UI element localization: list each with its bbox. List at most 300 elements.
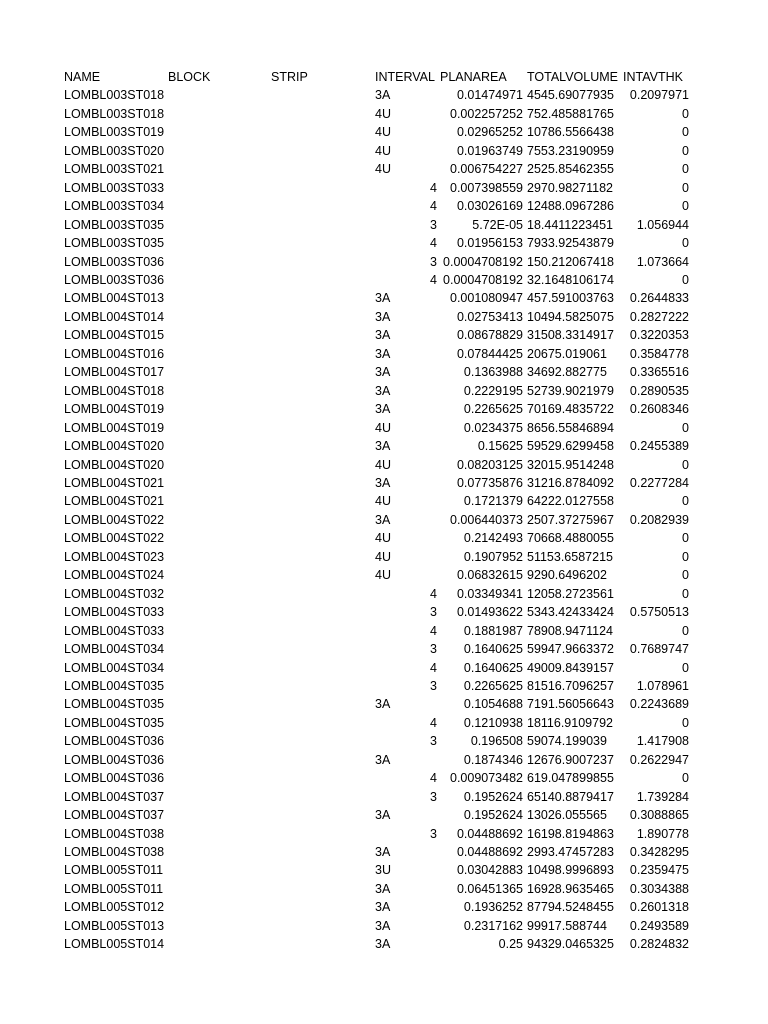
cell-intavthk: 0.3220353: [629, 328, 689, 343]
cell-interval: 3: [430, 734, 437, 749]
cell-intavthk: 0.2601318: [629, 900, 689, 915]
cell-planarea: 0.06832615: [456, 568, 523, 583]
cell-name: LOMBL003ST020: [64, 143, 165, 158]
cell-interval: 4U: [375, 125, 391, 140]
cell-block: [168, 437, 271, 455]
cell-totalvolume: 12058.2723561: [527, 586, 614, 601]
cell-block: [168, 197, 271, 215]
cell-planarea: 0.009073482: [450, 771, 523, 786]
cell-interval: 3: [430, 254, 437, 269]
cell-planarea: 0.06451365: [456, 881, 523, 896]
cell-interval: 3A: [375, 309, 391, 324]
cell-totalvolume: 2525.85462355: [527, 162, 614, 177]
cell-strip: [271, 105, 375, 123]
cell-totalvolume: 12676.9007237: [527, 752, 614, 767]
table-row: [64, 659, 689, 677]
cell-interval: 3: [430, 217, 437, 232]
cell-name: LOMBL004ST035: [64, 715, 165, 730]
cell-planarea: 0.2142493: [463, 531, 523, 546]
cell-name: LOMBL004ST020: [64, 439, 165, 454]
cell-intavthk: 0: [682, 586, 689, 601]
cell-name: LOMBL004ST017: [64, 365, 165, 380]
table-row: [64, 622, 689, 640]
cell-planarea: 0.1721379: [463, 494, 523, 509]
cell-strip: [271, 142, 375, 160]
cell-block: [168, 659, 271, 677]
cell-block: [168, 529, 271, 547]
cell-totalvolume: 13026.055565: [527, 808, 607, 823]
cell-name: LOMBL003ST018: [64, 106, 165, 121]
cell-name: LOMBL005ST013: [64, 918, 165, 933]
header-planarea: PLANAREA: [440, 70, 507, 84]
table-row: [64, 492, 689, 510]
cell-intavthk: 0: [682, 180, 689, 195]
cell-name: LOMBL004ST024: [64, 568, 165, 583]
cell-planarea: 0.04488692: [456, 826, 523, 841]
cell-name: LOMBL004ST015: [64, 328, 165, 343]
cell-name: LOMBL004ST037: [64, 808, 165, 823]
cell-interval: 3A: [375, 918, 391, 933]
cell-name: LOMBL003ST036: [64, 254, 165, 269]
cell-totalvolume: 7191.56056643: [527, 697, 614, 712]
cell-name: LOMBL004ST038: [64, 845, 165, 860]
cell-block: [168, 363, 271, 381]
cell-planarea: 0.08678829: [456, 328, 523, 343]
cell-strip: [271, 363, 375, 381]
cell-intavthk: 0: [682, 162, 689, 177]
cell-interval: 4: [430, 715, 437, 730]
header-name: NAME: [64, 70, 101, 84]
table-row: [64, 363, 689, 381]
table-row: [64, 585, 689, 603]
cell-name: LOMBL004ST033: [64, 623, 165, 638]
cell-interval: 3A: [375, 808, 391, 823]
cell-name: LOMBL004ST013: [64, 291, 165, 306]
cell-block: [168, 382, 271, 400]
cell-block: [168, 566, 271, 584]
cell-strip: [271, 511, 375, 529]
cell-totalvolume: 10494.5825075: [527, 309, 614, 324]
table-row: [64, 289, 689, 307]
cell-name: LOMBL004ST035: [64, 697, 165, 712]
cell-interval: 3A: [375, 365, 391, 380]
cell-block: [168, 917, 271, 935]
cell-interval: 3A: [375, 383, 391, 398]
cell-interval: 3: [430, 605, 437, 620]
cell-interval: 3: [430, 789, 437, 804]
table-row: [64, 160, 689, 178]
cell-interval: 4: [430, 236, 437, 251]
table-row: [64, 861, 689, 879]
cell-block: [168, 326, 271, 344]
cell-strip: [271, 216, 375, 234]
cell-name: LOMBL003ST036: [64, 272, 165, 287]
cell-name: LOMBL004ST036: [64, 771, 165, 786]
cell-strip: [271, 843, 375, 861]
cell-interval: 3A: [375, 900, 391, 915]
cell-intavthk: 1.056944: [636, 217, 689, 232]
cell-interval: 4U: [375, 549, 391, 564]
cell-strip: [271, 197, 375, 215]
cell-strip: [271, 677, 375, 695]
cell-block: [168, 271, 271, 289]
cell-totalvolume: 94329.0465325: [527, 937, 614, 952]
cell-intavthk: 1.890778: [636, 826, 689, 841]
cell-intavthk: 0.2644833: [629, 291, 689, 306]
table-row: [64, 437, 689, 455]
cell-totalvolume: 51153.6587215: [527, 549, 613, 564]
cell-name: LOMBL003ST019: [64, 125, 165, 140]
header-intavthk: INTAVTHK: [623, 70, 683, 84]
cell-totalvolume: 52739.9021979: [527, 383, 614, 398]
cell-intavthk: 0: [682, 420, 689, 435]
cell-planarea: 0.006754227: [450, 162, 523, 177]
cell-block: [168, 345, 271, 363]
cell-interval: 3U: [375, 863, 391, 878]
header-row: [64, 68, 689, 86]
cell-totalvolume: 150.212067418: [527, 254, 614, 269]
cell-strip: [271, 714, 375, 732]
cell-planarea: 0.1874346: [463, 752, 523, 767]
cell-name: LOMBL003ST035: [64, 217, 165, 232]
cell-intavthk: 0: [682, 531, 689, 546]
cell-interval: 3: [430, 826, 437, 841]
table-row: [64, 86, 689, 104]
cell-interval: 3A: [375, 697, 391, 712]
cell-intavthk: 1.417908: [636, 734, 689, 749]
cell-interval: 3A: [375, 845, 391, 860]
table-row: [64, 197, 689, 215]
cell-block: [168, 511, 271, 529]
cell-intavthk: 1.739284: [636, 789, 689, 804]
cell-name: LOMBL004ST016: [64, 346, 165, 361]
cell-intavthk: 0: [682, 125, 689, 140]
cell-planarea: 0.07844425: [456, 346, 523, 361]
cell-strip: [271, 585, 375, 603]
cell-interval: 3A: [375, 512, 391, 527]
cell-strip: [271, 732, 375, 750]
cell-interval: 3A: [375, 752, 391, 767]
table-row: [64, 751, 689, 769]
cell-block: [168, 492, 271, 510]
cell-planarea: 0.03042883: [456, 863, 523, 878]
table-row: [64, 382, 689, 400]
header-totalvolume: TOTALVOLUME: [527, 70, 618, 84]
cell-interval: 4U: [375, 143, 391, 158]
cell-block: [168, 548, 271, 566]
table-row: [64, 216, 689, 234]
cell-planarea: 0.007398559: [450, 180, 523, 195]
cell-intavthk: 0.2277284: [629, 475, 689, 490]
cell-planarea: 0.01474971: [456, 88, 523, 103]
cell-planarea: 0.1907952: [463, 549, 523, 564]
cell-totalvolume: 7553.23190959: [527, 143, 614, 158]
cell-intavthk: 0.2082939: [629, 512, 689, 527]
cell-block: [168, 86, 271, 104]
table-row: [64, 806, 689, 824]
cell-strip: [271, 806, 375, 824]
cell-block: [168, 474, 271, 492]
cell-totalvolume: 5343.42433424: [527, 605, 614, 620]
cell-interval: 4: [430, 771, 437, 786]
cell-strip: [271, 271, 375, 289]
cell-name: LOMBL004ST033: [64, 605, 165, 620]
cell-totalvolume: 8656.55846894: [527, 420, 614, 435]
cell-intavthk: 0.2890535: [629, 383, 689, 398]
cell-totalvolume: 65140.8879417: [527, 789, 614, 804]
cell-block: [168, 898, 271, 916]
cell-name: LOMBL004ST019: [64, 402, 165, 417]
table-row: [64, 548, 689, 566]
cell-planarea: 0.02753413: [456, 309, 523, 324]
table-row: [64, 880, 689, 898]
cell-block: [168, 714, 271, 732]
cell-totalvolume: 752.485881765: [527, 106, 614, 121]
cell-planarea: 0.1936252: [463, 900, 523, 915]
cell-planarea: 0.1881987: [463, 623, 523, 638]
cell-strip: [271, 86, 375, 104]
cell-name: LOMBL004ST020: [64, 457, 165, 472]
cell-strip: [271, 289, 375, 307]
cell-totalvolume: 78908.9471124: [527, 623, 613, 638]
cell-intavthk: 0.2608346: [629, 402, 689, 417]
table-row: [64, 603, 689, 621]
cell-block: [168, 456, 271, 474]
cell-planarea: 0.0004708192: [443, 272, 523, 287]
cell-totalvolume: 10786.5566438: [527, 125, 614, 140]
cell-name: LOMBL003ST018: [64, 88, 165, 103]
cell-intavthk: 0.2824832: [629, 937, 689, 952]
cell-interval: 4U: [375, 420, 391, 435]
cell-interval: 4: [430, 272, 437, 287]
cell-intavthk: 0.2827222: [629, 309, 689, 324]
cell-totalvolume: 32.1648106174: [527, 272, 614, 287]
cell-totalvolume: 4545.69077935: [527, 88, 614, 103]
cell-intavthk: 0.3034388: [629, 881, 689, 896]
cell-planarea: 0.15625: [477, 439, 523, 454]
cell-intavthk: 0: [682, 272, 689, 287]
cell-totalvolume: 59074.199039: [527, 734, 607, 749]
table-row: [64, 105, 689, 123]
cell-planarea: 0.01956153: [456, 236, 523, 251]
cell-interval: 3: [430, 642, 437, 657]
cell-name: LOMBL004ST037: [64, 789, 165, 804]
cell-block: [168, 861, 271, 879]
table-row: [64, 326, 689, 344]
cell-intavthk: 0.3428295: [629, 845, 689, 860]
cell-interval: 4U: [375, 457, 391, 472]
cell-totalvolume: 2507.37275967: [527, 512, 614, 527]
cell-name: LOMBL004ST034: [64, 660, 165, 675]
cell-planarea: 0.006440373: [450, 512, 523, 527]
cell-strip: [271, 474, 375, 492]
cell-planarea: 0.1640625: [463, 660, 523, 675]
cell-interval: 3A: [375, 328, 391, 343]
cell-planarea: 0.0234375: [463, 420, 523, 435]
cell-block: [168, 142, 271, 160]
cell-block: [168, 769, 271, 787]
cell-intavthk: 0.2243689: [629, 697, 689, 712]
cell-intavthk: 0: [682, 199, 689, 214]
cell-block: [168, 825, 271, 843]
cell-planarea: 0.1054688: [463, 697, 523, 712]
cell-name: LOMBL004ST023: [64, 549, 165, 564]
cell-interval: 3A: [375, 881, 391, 896]
cell-strip: [271, 548, 375, 566]
cell-strip: [271, 437, 375, 455]
cell-interval: 3A: [375, 346, 391, 361]
cell-totalvolume: 20675.019061: [527, 346, 607, 361]
table-row: [64, 419, 689, 437]
cell-totalvolume: 457.591003763: [527, 291, 614, 306]
cell-interval: 3A: [375, 439, 391, 454]
cell-planarea: 0.02965252: [456, 125, 523, 140]
cell-intavthk: 0.7689747: [629, 642, 689, 657]
cell-interval: 4: [430, 623, 437, 638]
cell-strip: [271, 603, 375, 621]
table-row: [64, 179, 689, 197]
cell-intavthk: 0.3365516: [629, 365, 689, 380]
cell-intavthk: 0: [682, 623, 689, 638]
cell-name: LOMBL004ST021: [64, 494, 165, 509]
table-row: [64, 529, 689, 547]
cell-interval: 4U: [375, 106, 391, 121]
cell-interval: 3A: [375, 475, 391, 490]
cell-planarea: 0.04488692: [456, 845, 523, 860]
header-interval: INTERVAL: [375, 70, 435, 84]
cell-totalvolume: 619.047899855: [527, 771, 614, 786]
cell-totalvolume: 64222.0127558: [527, 494, 614, 509]
cell-block: [168, 216, 271, 234]
cell-totalvolume: 59529.6299458: [527, 439, 614, 454]
cell-block: [168, 788, 271, 806]
cell-intavthk: 0.2359475: [629, 863, 689, 878]
cell-intavthk: 0: [682, 715, 689, 730]
cell-strip: [271, 179, 375, 197]
cell-name: LOMBL004ST014: [64, 309, 165, 324]
table-row: [64, 234, 689, 252]
cell-intavthk: 0.2455389: [629, 439, 689, 454]
header-block: BLOCK: [168, 70, 211, 84]
cell-strip: [271, 935, 375, 953]
cell-strip: [271, 308, 375, 326]
cell-totalvolume: 2993.47457283: [527, 845, 614, 860]
cell-name: LOMBL004ST022: [64, 531, 165, 546]
cell-planarea: 0.2265625: [463, 402, 523, 417]
table-row: [64, 511, 689, 529]
cell-strip: [271, 861, 375, 879]
cell-planarea: 0.2317162: [463, 918, 523, 933]
cell-interval: 3: [430, 678, 437, 693]
cell-name: LOMBL004ST022: [64, 512, 165, 527]
cell-strip: [271, 898, 375, 916]
table-row: [64, 788, 689, 806]
cell-strip: [271, 640, 375, 658]
cell-planarea: 5.72E-05: [472, 217, 523, 232]
cell-block: [168, 732, 271, 750]
cell-planarea: 0.1363988: [463, 365, 523, 380]
table-row: [64, 253, 689, 271]
cell-planarea: 0.01963749: [456, 143, 523, 158]
cell-strip: [271, 253, 375, 271]
table-row: [64, 142, 689, 160]
cell-intavthk: 0: [682, 457, 689, 472]
cell-name: LOMBL004ST034: [64, 642, 165, 657]
cell-planarea: 0.2229195: [463, 383, 523, 398]
cell-name: LOMBL005ST011: [64, 881, 164, 896]
table-row: [64, 271, 689, 289]
cell-strip: [271, 456, 375, 474]
cell-name: LOMBL003ST034: [64, 199, 165, 214]
cell-name: LOMBL003ST021: [64, 162, 165, 177]
cell-strip: [271, 160, 375, 178]
cell-totalvolume: 18116.9109792: [527, 715, 613, 730]
cell-intavthk: 0: [682, 143, 689, 158]
cell-block: [168, 160, 271, 178]
cell-interval: 4U: [375, 531, 391, 546]
cell-planarea: 0.0004708192: [443, 254, 523, 269]
cell-totalvolume: 34692.882775: [527, 365, 607, 380]
cell-strip: [271, 695, 375, 713]
table-row: [64, 898, 689, 916]
cell-interval: 4: [430, 660, 437, 675]
cell-intavthk: 0: [682, 771, 689, 786]
cell-totalvolume: 16198.8194863: [527, 826, 614, 841]
cell-name: LOMBL004ST019: [64, 420, 165, 435]
cell-block: [168, 289, 271, 307]
cell-interval: 3A: [375, 402, 391, 417]
cell-block: [168, 123, 271, 141]
cell-intavthk: 0: [682, 568, 689, 583]
cell-planarea: 0.2265625: [463, 678, 523, 693]
table-row: [64, 123, 689, 141]
cell-strip: [271, 382, 375, 400]
cell-totalvolume: 2970.98271182: [527, 180, 613, 195]
cell-totalvolume: 70668.4880055: [527, 531, 614, 546]
cell-totalvolume: 32015.9514248: [527, 457, 614, 472]
cell-strip: [271, 769, 375, 787]
cell-totalvolume: 31508.3314917: [527, 328, 614, 343]
cell-strip: [271, 123, 375, 141]
cell-block: [168, 234, 271, 252]
cell-strip: [271, 659, 375, 677]
cell-planarea: 0.1640625: [463, 642, 523, 657]
table-body: [64, 86, 689, 953]
table-row: [64, 825, 689, 843]
cell-strip: [271, 492, 375, 510]
table-row: [64, 474, 689, 492]
cell-intavthk: 0: [682, 660, 689, 675]
cell-totalvolume: 81516.7096257: [527, 678, 614, 693]
cell-interval: 3A: [375, 937, 391, 952]
cell-intavthk: 1.078961: [636, 678, 689, 693]
cell-block: [168, 935, 271, 953]
cell-intavthk: 0.2493589: [629, 918, 689, 933]
table-row: [64, 345, 689, 363]
cell-strip: [271, 345, 375, 363]
cell-name: LOMBL004ST036: [64, 734, 165, 749]
cell-block: [168, 419, 271, 437]
cell-name: LOMBL004ST032: [64, 586, 165, 601]
cell-planarea: 0.1952624: [463, 789, 523, 804]
cell-planarea: 0.03349341: [456, 586, 523, 601]
cell-strip: [271, 622, 375, 640]
cell-totalvolume: 99917.588744: [527, 918, 607, 933]
cell-totalvolume: 49009.8439157: [527, 660, 614, 675]
cell-strip: [271, 788, 375, 806]
cell-name: LOMBL004ST035: [64, 678, 165, 693]
cell-intavthk: 0.2622947: [629, 752, 689, 767]
